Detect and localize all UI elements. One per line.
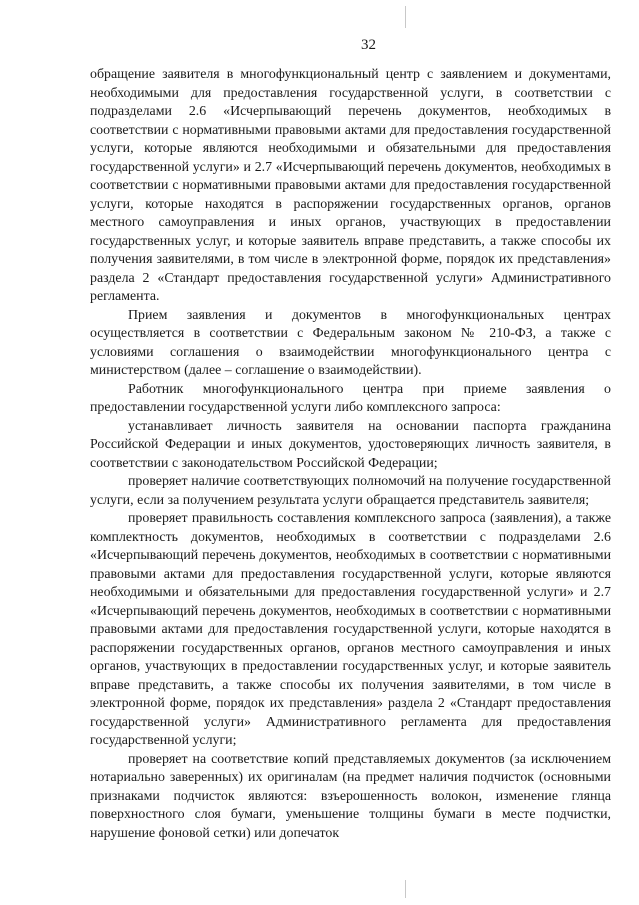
page-number: 32 [361, 37, 376, 53]
paragraph: обращение заявителя в многофункциональный центр с заявлением и документами, необходимыми для предоставления государственной услуги, в соответствии с подразделами 2.6 «Исчерпывающий перечень документов, необходимых в соответствии с нормативными правовыми актами для предоставления государственной услуги, которые являются необходимыми и обязательными для предоставления государственной услуги» и 2.7 «Исчерпывающий перечень документов, необходимых в соответствии с нормативными правовыми актами для предоставления государственной услуги, которые находятся в распоряжении государственных органов, органов местного самоуправления и иных органов, участвующих в предоставлении государственных услуг, и которые заявитель вправе представить, а также способы их получения заявителями, в том числе в электронной форме, порядок их представления» раздела 2 «Стандарт предоставления государственной услуги» Административного регламента. [90, 67, 611, 304]
paragraph: проверяет наличие соответствующих полномочий на получение государственной услуги, если за получением результата услуги обращается представитель заявителя; [90, 474, 611, 508]
scan-artifact [405, 6, 406, 28]
paragraph: Работник многофункционального центра при приеме заявления о предоставлении государственной услуги либо комплексного запроса: [90, 381, 611, 415]
scan-artifact [405, 880, 406, 898]
document-body [90, 66, 611, 843]
paragraph: устанавливает личность заявителя на основании паспорта гражданина Российской Федерации и иных документов, удостоверяющих личность заявителя, в соответствии с законодательством Российской Федерации; [90, 418, 611, 471]
paragraph: проверяет правильность составления комплексного запроса (заявления), а также комплектность документов, необходимых в соответствии с подразделами 2.6 «Исчерпывающий перечень документов, необходимых в соответствии с нормативными правовыми актами для предоставления государственной услуги, которые являются необходимыми и обязательными для предоставления государственной услуги» и 2.7 «Исчерпывающий перечень документов, необходимых в соответствии с нормативными правовыми актами для предоставления государственной услуги, которые находятся в распоряжении государственных органов, органов местного самоуправления и иных органов, участвующих в предоставлении государственных услуг, и которые заявитель вправе представить, а также способы их получения заявителями, в том числе в электронной форме, порядок их представления» раздела 2 «Стандарт предоставления государственной услуги» Административного регламента для предоставления государственной услуги; [90, 511, 611, 748]
paragraph: проверяет на соответствие копий представляемых документов (за исключением нотариально заверенных) их оригиналам (на предмет наличия подчисток (основными признаками подчисток являются: взъерошенность волокон, изменение глянца поверхностного слоя бумаги, уменьшение толщины бумаги в месте подчистки, нарушение фоновой сетки) или допечаток [90, 751, 611, 841]
paragraph: Прием заявления и документов в многофункциональных центрах осуществляется в соответствии с Федеральным законом № 210-ФЗ, а также с условиями соглашения о взаимодействии многофункционального центра с министерством (далее – соглашение о взаимодействии). [90, 307, 611, 378]
